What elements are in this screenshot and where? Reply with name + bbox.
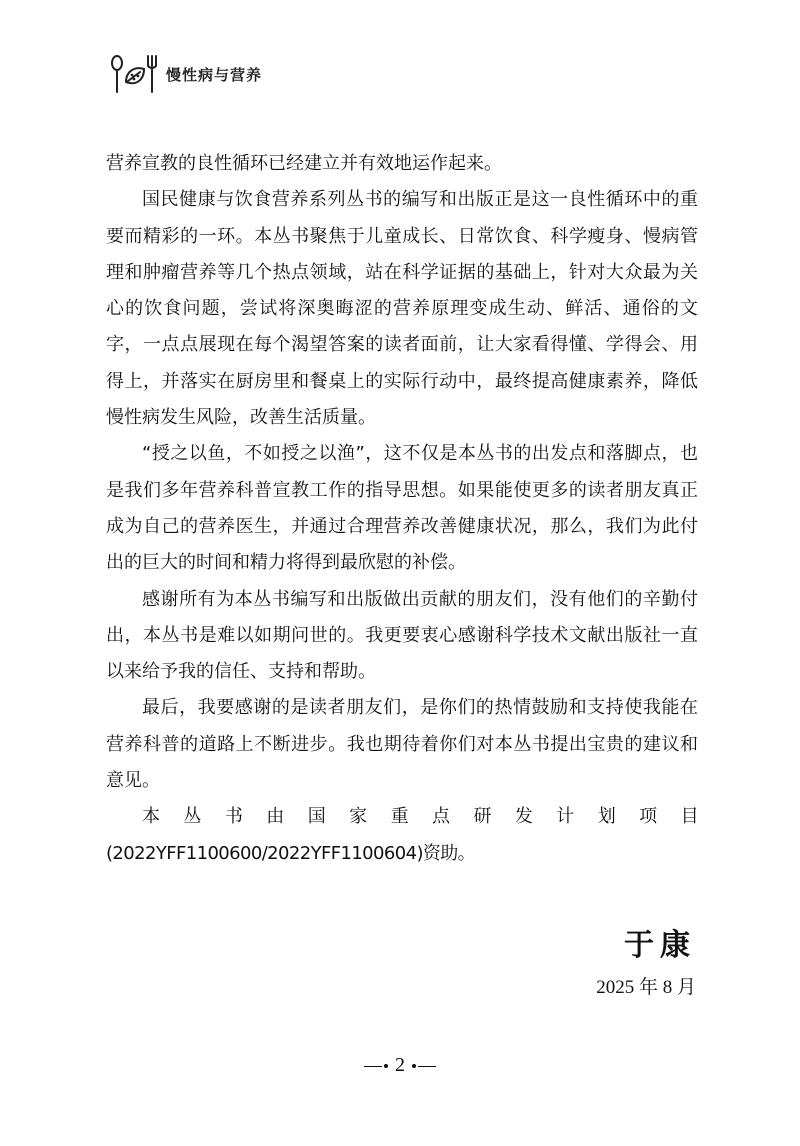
- body-text: [106, 146, 698, 872]
- running-header: [108, 52, 262, 96]
- footer-dot-right: [412, 1064, 416, 1068]
- signature-name: 于康: [624, 928, 696, 963]
- paragraph: “授之以鱼，不如授之以渔”，这不仅是本丛书的出发点和落脚点，也是我们多年营养科普宣教工作的指导思想。如果能使更多的读者朋友真正成为自己的营养医生，并通过合理营养改善健康状况，那么，我们为此付出的巨大的时间和精力将得到最欣慰的补偿。: [106, 443, 698, 574]
- paragraph: 最后，我要感谢的是读者朋友们，是你们的热情鼓励和支持使我能在营养科普的道路上不断进步。我也期待着你们对本丛书提出宝贵的建议和意见。: [106, 697, 698, 792]
- page-number: 2: [395, 1054, 405, 1076]
- footer-dot-left: [384, 1064, 388, 1068]
- footer-dash-right: [418, 1066, 436, 1068]
- page-footer: [0, 1054, 800, 1077]
- signature-date: 2025 年 8 月: [596, 977, 696, 998]
- funding-note: 本丛书由国家重点研发计划项目(2022YFF1100600/2022YFF1100604)资助。: [106, 806, 698, 864]
- paragraph: 国民健康与饮食营养系列丛书的编写和出版正是这一良性循环中的重要而精彩的一环。本丛书聚焦于儿童成长、日常饮食、科学瘦身、慢病管理和肿瘤营养等几个热点领域，站在科学证据的基础上，针对大众最为关心的饮食问题，尝试将深奥晦涩的营养原理变成生动、鲜活、通俗的文字，一点点展现在每个渴望答案的读者面前，让大家看得懂、学得会、用得上，并落实在厨房里和餐桌上的实际行动中，最终提高健康素养，降低慢性病发生风险，改善生活质量。: [106, 189, 698, 429]
- paragraph: 感谢所有为本丛书编写和出版做出贡献的朋友们，没有他们的辛勤付出，本丛书是难以如期问世的。我更要衷心感谢科学技术文献出版社一直以来给予我的信任、支持和帮助。: [106, 588, 698, 683]
- footer-dash-left: [364, 1066, 382, 1068]
- spoon-fork-leaf-icon: [108, 52, 162, 96]
- paragraph: 营养宣教的良性循环已经建立并有效地运作起来。: [106, 153, 502, 174]
- header-title: 慢性病与营养: [166, 65, 263, 84]
